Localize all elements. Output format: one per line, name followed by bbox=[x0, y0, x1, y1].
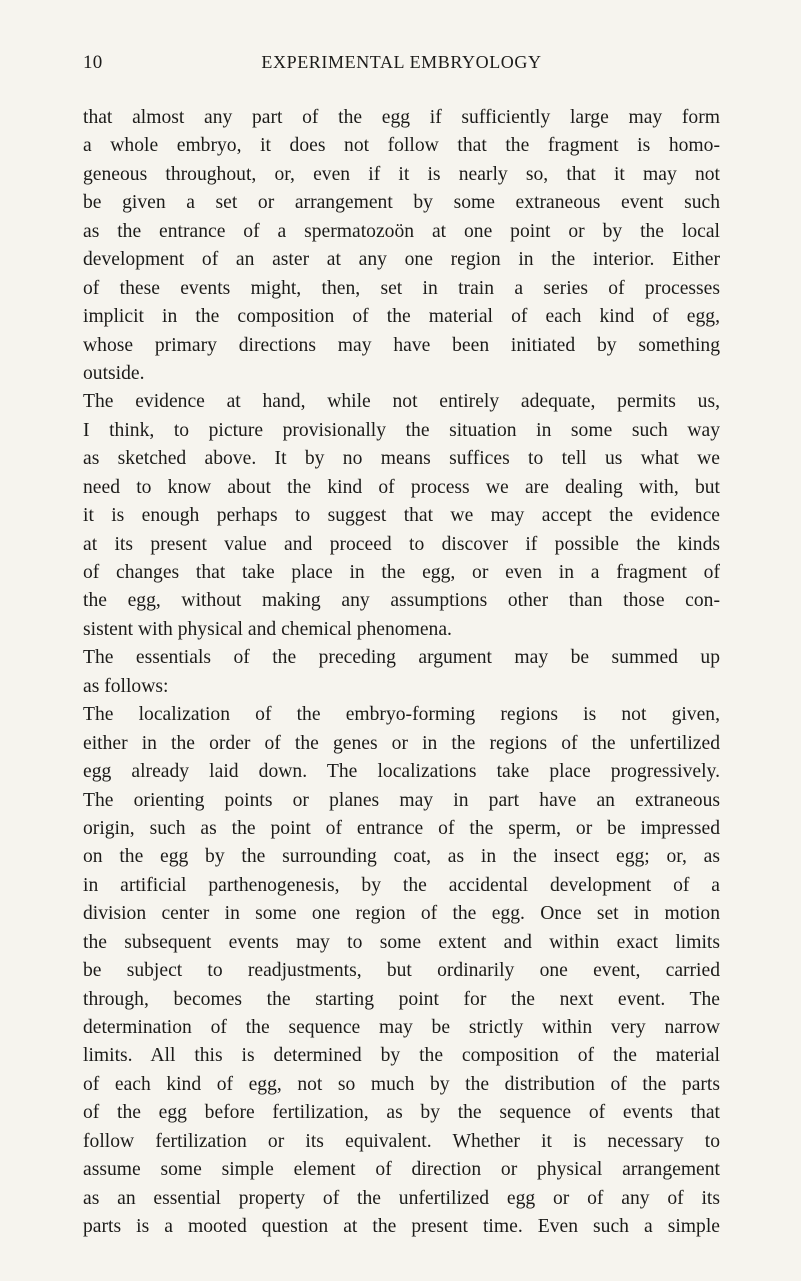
text-line: a whole embryo, it does not follow that the fragment is homo- bbox=[83, 135, 720, 157]
text-line: be subject to readjustments, but ordinarily one event, carried bbox=[83, 960, 720, 982]
text-line: The localization of the embryo-forming regions is not given, bbox=[83, 704, 720, 726]
text-line: need to know about the kind of process we are dealing with, but bbox=[83, 476, 720, 498]
text-line: on the egg by the surrounding coat, as in the insect egg; or, as bbox=[83, 846, 720, 868]
text-line: the egg, without making any assumptions other than those con- bbox=[83, 590, 720, 612]
text-line: of the egg before fertilization, as by the sequence of events that bbox=[83, 1102, 720, 1124]
text-line: outside. bbox=[83, 362, 145, 384]
text-line: geneous throughout, or, even if it is nearly so, that it may not bbox=[83, 163, 720, 185]
text-line: of changes that take place in the egg, or even in a fragment of bbox=[83, 562, 720, 583]
body-text bbox=[83, 104, 720, 1242]
text-line: it is enough perhaps to suggest that we may accept the evidence bbox=[83, 505, 720, 527]
text-line: egg already laid down. The localizations take place progressively. bbox=[83, 761, 720, 783]
text-line: that almost any part of the egg if sufficiently large may form bbox=[83, 107, 720, 128]
running-title: EXPERIMENTAL EMBRYOLOGY bbox=[261, 52, 542, 72]
text-line: the subsequent events may to some extent and within exact limits bbox=[83, 931, 720, 953]
text-line: The evidence at hand, while not entirely adequate, permits us, bbox=[83, 391, 720, 413]
text-line: determination of the sequence may be strictly within very narrow bbox=[83, 1017, 720, 1038]
book-page bbox=[83, 52, 720, 1242]
text-line: as an essential property of the unfertilized egg or of any of its bbox=[83, 1187, 720, 1209]
text-line: in artificial parthenogenesis, by the accidental development of a bbox=[83, 874, 720, 896]
text-line: either in the order of the genes or in the regions of the unfertilized bbox=[83, 732, 720, 754]
text-line: as sketched above. It by no means suffices to tell us what we bbox=[83, 448, 720, 470]
text-line: I think, to picture provisionally the situation in some such way bbox=[83, 419, 720, 441]
text-line: parts is a mooted question at the present time. Even such a simple bbox=[83, 1216, 720, 1238]
text-line: development of an aster at any one region in the interior. Either bbox=[83, 249, 720, 271]
text-line: be given a set or arrangement by some extraneous event such bbox=[83, 192, 720, 214]
text-line: division center in some one region of the egg. Once set in motion bbox=[83, 903, 720, 925]
text-line: whose primary directions may have been initiated by something bbox=[83, 334, 720, 356]
text-line: sistent with physical and chemical phenomena. bbox=[83, 618, 452, 640]
text-line: assume some simple element of direction or physical arrangement bbox=[83, 1159, 720, 1181]
text-line: as follows: bbox=[83, 675, 169, 697]
text-line: The essentials of the preceding argument may be summed up bbox=[83, 647, 720, 669]
text-line: limits. All this is determined by the composition of the material bbox=[83, 1045, 720, 1067]
text-line: as the entrance of a spermatozoön at one point or by the local bbox=[83, 220, 720, 242]
text-line: of each kind of egg, not so much by the distribution of the parts bbox=[83, 1073, 720, 1095]
text-line: origin, such as the point of entrance of the sperm, or be impressed bbox=[83, 817, 720, 839]
page-number: 10 bbox=[83, 52, 103, 73]
text-line: through, becomes the starting point for the next event. The bbox=[83, 988, 720, 1010]
text-line: at its present value and proceed to discover if possible the kinds bbox=[83, 533, 720, 555]
text-line: The orienting points or planes may in part have an extraneous bbox=[83, 789, 720, 811]
text-line: of these events might, then, set in train a series of processes bbox=[83, 277, 720, 299]
text-line: implicit in the composition of the material of each kind of egg, bbox=[83, 306, 720, 328]
running-head bbox=[83, 52, 720, 76]
text-line: follow fertilization or its equivalent. Whether it is necessary to bbox=[83, 1130, 720, 1152]
